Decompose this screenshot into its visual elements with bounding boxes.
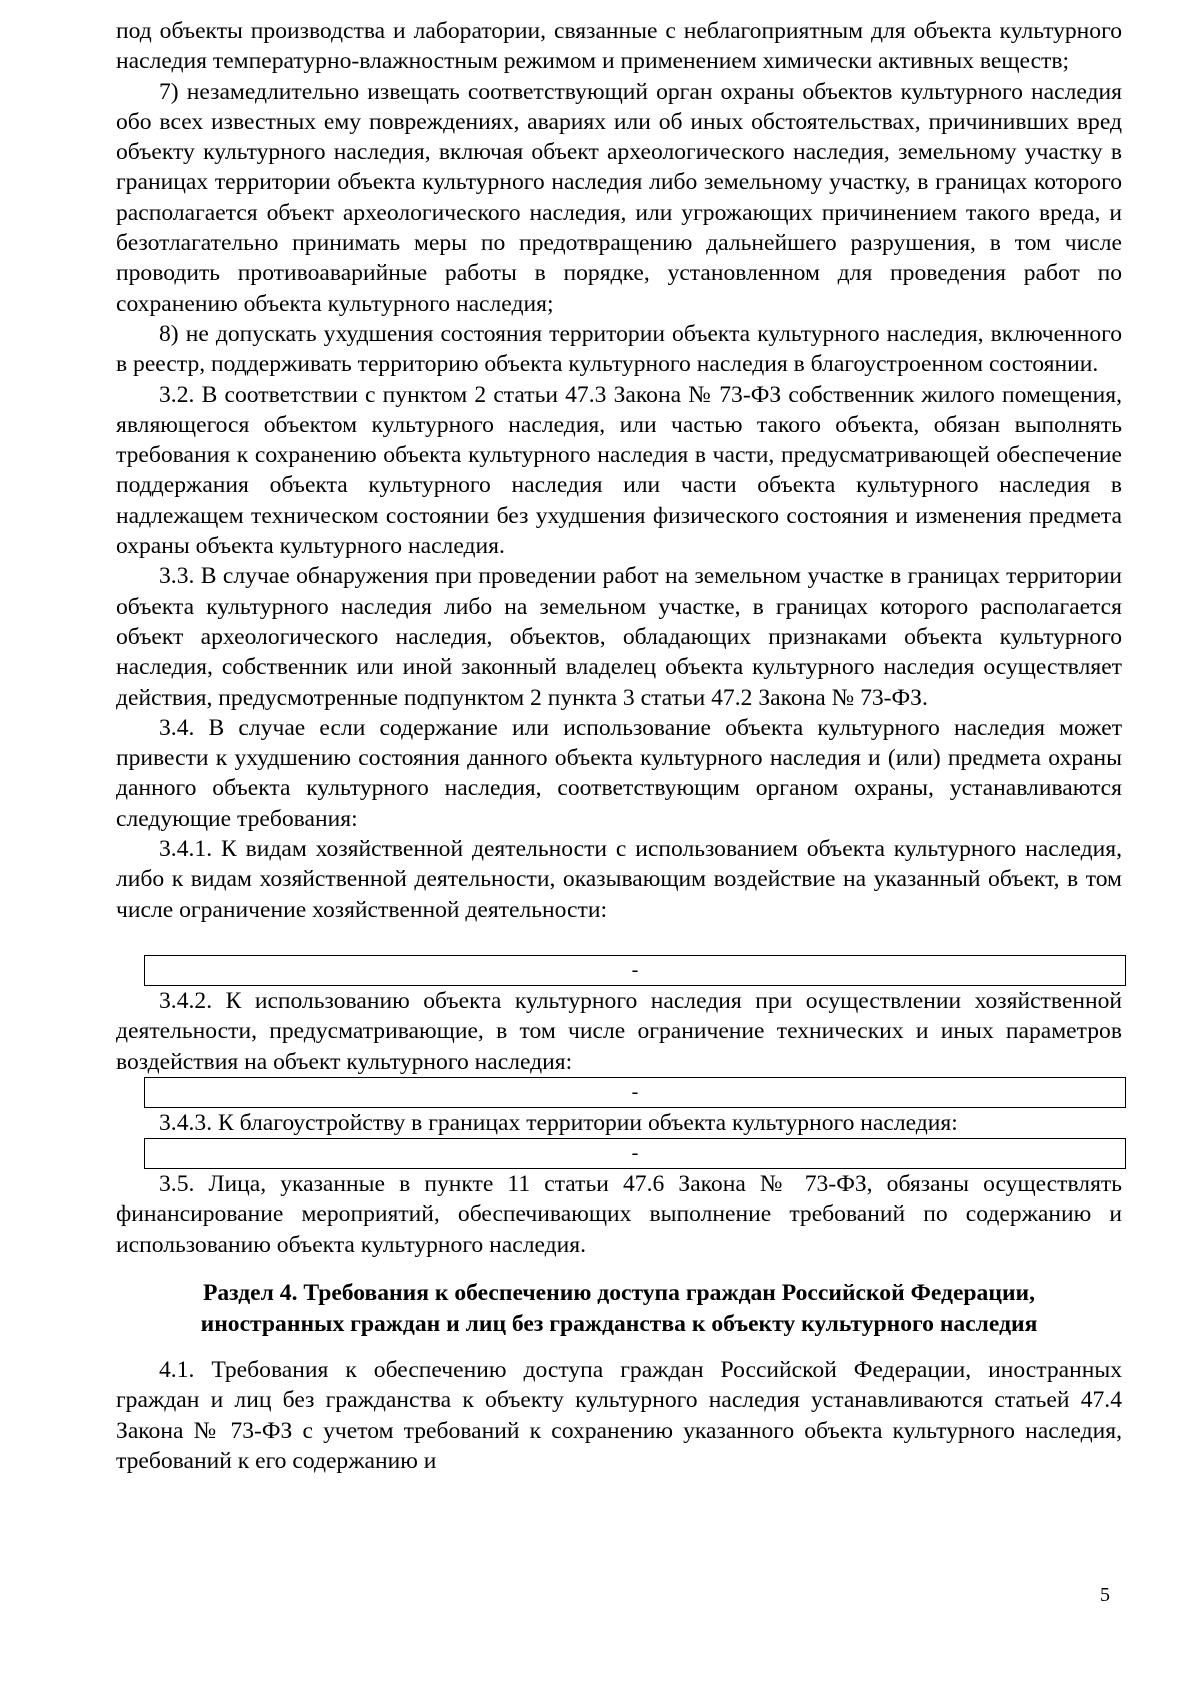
section-4-heading-line2: иностранных граждан и лиц без гражданства к объекту культурного наследия (200, 1310, 1038, 1337)
requirements-box-3-4-3: - (144, 1138, 1126, 1169)
paragraph-3-4-2: 3.4.2. К использованию объекта культурного наследия при осуществлении хозяйственной деятельности, предусматривающие, в том числе ограничение технических и иных параметров воздействия на объект культурного наследия: (116, 987, 1122, 1075)
requirements-box-3-4-2: - (144, 1077, 1126, 1108)
requirements-box-3-4-1: - (144, 955, 1126, 986)
paragraph-objects-production: под объекты производства и лаборатории, связанные с неблагоприятным для объекта культурного наследия температурно-влажностным режимом и применением химически активных веществ; (116, 18, 1122, 75)
paragraph-3-4-3: 3.4.3. К благоустройству в границах территории объекта культурного наследия: (159, 1109, 958, 1136)
paragraph-4-1: 4.1. Требования к обеспечению доступа граждан Российской Федерации, иностранных граждан и лиц без гражданства к объекту культурного наследия устанавливаются статьей 47.4 Закона № 73-ФЗ с учетом требований к сохранению указанного объекта культурного наследия, требований к его содержанию и (116, 1356, 1122, 1474)
page-number: 5 (1100, 1584, 1110, 1606)
paragraph-item-8: 8) не допускать ухудшения состояния территории объекта культурного наследия, включенного в реестр, поддерживать территорию объекта культурного наследия в благоустроенном состоянии. (116, 320, 1122, 378)
paragraph-3-2: 3.2. В соответствии с пунктом 2 статьи 47.3 Закона № 73-ФЗ собственник жилого помещения, являющегося объектом культурного наследия, или частью такого объекта, обязан выполнять требования к сохранению объекта культурного наследия в части, предусматривающей обеспечение поддержания объекта культурного наследия или части объекта культурного наследия в надлежащем техническом состоянии без ухудшения физического состояния и изменения предмета охраны объекта культурного наследия. (116, 381, 1122, 560)
section-4-heading-line1: Раздел 4. Требования к обеспечению доступа граждан Российской Федерации, (202, 1279, 1036, 1306)
document-page (116, 16, 1122, 1476)
paragraph-3-4-1: 3.4.1. К видам хозяйственной деятельности с использованием объекта культурного наследия, либо к видам хозяйственной деятельности, оказывающим воздействие на указанный объект, в том числе ограничение хозяйственной деятельности: (116, 836, 1122, 923)
paragraph-3-4: 3.4. В случае если содержание или использование объекта культурного наследия может привести к ухудшению состояния данного объекта культурного наследия и (или) предмета охраны данного объекта культурного наследия, соответствующим органом охраны, устанавливаются следующие требования: (116, 714, 1122, 832)
paragraph-3-3: 3.3. В случае обнаружения при проведении работ на земельном участке в границах территории объекта культурного наследия либо на земельном участке, в границах которого располагается объект археологического наследия, объектов, обладающих признаками объекта культурного наследия, собственник или иной законный владелец объекта культурного наследия осуществляет действия, предусмотренные подпунктом 2 пункта 3 статьи 47.2 Закона № 73-ФЗ. (116, 563, 1122, 711)
paragraph-3-5: 3.5. Лица, указанные в пункте 11 статьи 47.6 Закона № 73-ФЗ, обязаны осуществлять финансирование мероприятий, обеспечивающих выполнение требований по содержанию и использованию объекта культурного наследия. (116, 1171, 1122, 1258)
paragraph-item-7: 7) незамедлительно извещать соответствующий орган охраны объектов культурного наследия обо всех известных ему повреждениях, авариях или об иных обстоятельствах, причинивших вред объекту культурного наследия, включая объект археологического наследия, земельному участку в границах территории объекта культурного наследия либо земельному участку, в границах которого располагается объект археологического наследия, или угрожающих причинением такого вреда, и безотлагательно принимать меры по предотвращению дальнейшего разрушения, в том числе проводить противоаварийные работы в порядке, установленном для проведения работ по сохранению объекта культурного наследия; (116, 78, 1122, 317)
section-4-heading (116, 1278, 1122, 1340)
